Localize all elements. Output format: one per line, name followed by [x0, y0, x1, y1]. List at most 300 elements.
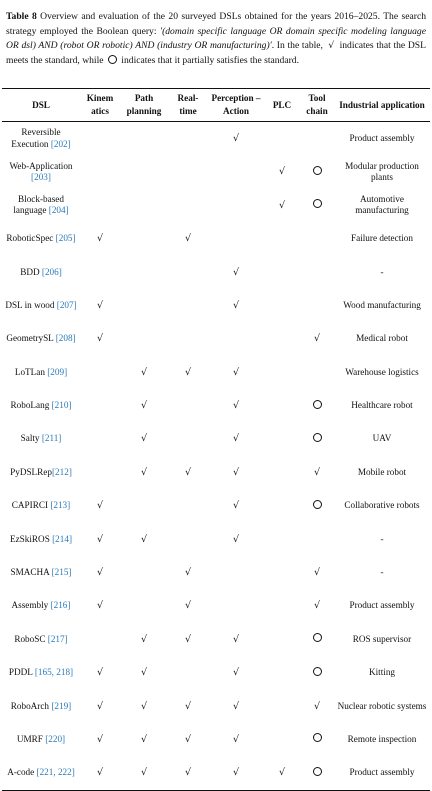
cell-path-planning: [120, 322, 168, 355]
dsl-reference-link[interactable]: [213]: [50, 500, 71, 511]
cell-industrial-application: Failure detection: [351, 233, 413, 244]
circle-icon: [313, 667, 322, 676]
check-icon: √: [232, 132, 240, 144]
check-icon: √: [184, 567, 192, 579]
header-perception-action: Perception –Action: [208, 89, 264, 122]
cell-dsl: [2, 389, 80, 422]
cell-dsl: [2, 723, 80, 756]
cell-industrial-application: ROS supervisor: [352, 633, 412, 644]
dsl-name: Reversible Execution: [11, 127, 61, 149]
cell-kinematics: [80, 489, 120, 522]
check-icon: √: [313, 333, 321, 345]
table-row: [2, 423, 430, 456]
dsl-name: UMRF: [16, 733, 46, 744]
cell-kinematics: [80, 189, 120, 222]
cell-tool-chain: [300, 256, 334, 289]
cell-plc: [264, 256, 300, 289]
cell-tool-chain: [300, 189, 334, 222]
table-row: [2, 389, 430, 422]
dsl-name: Web-Application: [9, 160, 73, 171]
table-row: [2, 623, 430, 656]
header-plc: PLC: [264, 89, 300, 122]
cell-kinematics: [80, 723, 120, 756]
dsl-name: DSL in wood: [5, 299, 57, 310]
table-row: [2, 356, 430, 389]
cell-path-planning: [120, 256, 168, 289]
table-row: [2, 556, 430, 589]
cell-industrial-application: Mobile robot: [357, 466, 407, 477]
cell-real-time: [168, 389, 208, 422]
header-dsl: DSL: [2, 89, 80, 122]
cell-tool-chain: [300, 723, 334, 756]
dsl-reference-link[interactable]: [210]: [51, 400, 72, 411]
dsl-table: [2, 88, 430, 791]
cell-dsl: [2, 256, 80, 289]
cell-perception-action: [208, 523, 264, 556]
cell-tool-chain: [300, 589, 334, 622]
cell-real-time: [168, 556, 208, 589]
check-icon: √: [184, 767, 192, 779]
cell-industrial-application: Modular production plants: [345, 160, 419, 183]
dsl-reference-link[interactable]: [211]: [41, 433, 62, 444]
dsl-name: Assembly: [11, 600, 51, 611]
cell-industrial-application: Wood manufacturing: [343, 299, 421, 310]
check-icon: √: [96, 533, 104, 545]
check-icon: √: [140, 667, 148, 679]
cell-real-time: [168, 423, 208, 456]
cell-path-planning: [120, 189, 168, 222]
cell-industrial-application: Product assembly: [349, 132, 415, 143]
cell-tool-chain: [300, 289, 334, 322]
cell-real-time: [168, 356, 208, 389]
cell-dsl: [2, 589, 80, 622]
table-row: [2, 189, 430, 222]
check-icon: √: [278, 199, 286, 211]
circle-icon: [313, 166, 322, 175]
cell-real-time: [168, 623, 208, 656]
cell-real-time: [168, 456, 208, 489]
cell-industrial-application: Collaborative robots: [344, 500, 420, 511]
check-icon: √: [313, 466, 321, 478]
check-icon: √: [232, 433, 240, 445]
cell-tool-chain: [300, 356, 334, 389]
cell-tool-chain: [300, 456, 334, 489]
cell-path-planning: [120, 656, 168, 689]
check-icon: √: [140, 533, 148, 545]
cell-path-planning: [120, 122, 168, 156]
cell-plc: [264, 523, 300, 556]
cell-perception-action: [208, 289, 264, 322]
cell-real-time: [168, 523, 208, 556]
check-icon: √: [140, 366, 148, 378]
dsl-name: Block-based language: [13, 193, 64, 216]
cell-kinematics: [80, 656, 120, 689]
dsl-reference-link[interactable]: [214]: [52, 533, 73, 544]
check-icon: √: [232, 633, 240, 645]
check-icon: √: [96, 299, 104, 311]
cell-tool-chain: [300, 389, 334, 422]
dsl-reference-link[interactable]: [219]: [51, 700, 72, 711]
cell-tool-chain: [300, 756, 334, 790]
table-row: [2, 489, 430, 522]
dsl-reference-link[interactable]: [221, 222]: [36, 767, 75, 778]
cell-real-time: [168, 489, 208, 522]
cell-plc: [264, 756, 300, 790]
cell-plc: [264, 656, 300, 689]
cell-dsl: [2, 122, 80, 156]
table-row: [2, 756, 430, 790]
cell-perception-action: [208, 356, 264, 389]
cell-dsl: [2, 189, 80, 222]
cell-perception-action: [208, 556, 264, 589]
cell-dsl: [2, 556, 80, 589]
check-icon: √: [184, 633, 192, 645]
cell-perception-action: [208, 756, 264, 790]
table-row: [2, 723, 430, 756]
cell-perception-action: [208, 222, 264, 255]
table-caption: [6, 10, 426, 68]
cell-kinematics: [80, 289, 120, 322]
check-icon: √: [232, 266, 240, 278]
table-row: [2, 589, 430, 622]
header-real-time: Real- time: [168, 89, 208, 122]
cell-perception-action: [208, 155, 264, 188]
cell-industrial-application: Warehouse logistics: [345, 366, 419, 377]
cell-perception-action: [208, 122, 264, 156]
cell-plc: [264, 623, 300, 656]
cell-path-planning: [120, 690, 168, 723]
check-icon: √: [184, 466, 192, 478]
dsl-name: RoboticSpec: [6, 233, 56, 244]
circle-icon: [108, 55, 117, 64]
circle-icon: [313, 199, 322, 208]
cell-perception-action: [208, 489, 264, 522]
caption-text: Overview and evaluation of the 20 surveyed DSLs obtained for the years 2016–2025. The search strategy employed the Boolean query:: [6, 11, 426, 37]
cell-tool-chain: [300, 423, 334, 456]
cell-perception-action: [208, 322, 264, 355]
cell-real-time: [168, 155, 208, 188]
dsl-name: Salty: [20, 433, 42, 444]
check-icon: √: [232, 299, 240, 311]
check-icon: √: [96, 767, 104, 779]
cell-plc: [264, 556, 300, 589]
cell-tool-chain: [300, 122, 334, 156]
cell-kinematics: [80, 556, 120, 589]
dsl-reference-link[interactable]: [204]: [48, 205, 69, 216]
caption-text: . In the table,: [271, 40, 326, 51]
cell-kinematics: [80, 423, 120, 456]
cell-tool-chain: [300, 489, 334, 522]
cell-dsl: [2, 523, 80, 556]
check-icon: √: [184, 700, 192, 712]
cell-path-planning: [120, 556, 168, 589]
header-row: [2, 89, 430, 122]
cell-dsl: [2, 423, 80, 456]
check-icon: √: [278, 166, 286, 178]
cell-industrial-application: -: [380, 533, 384, 544]
dsl-reference-link[interactable]: [209]: [47, 366, 68, 377]
cell-dsl: [2, 623, 80, 656]
cell-plc: [264, 389, 300, 422]
cell-dsl: [2, 356, 80, 389]
cell-plc: [264, 589, 300, 622]
check-icon: √: [96, 233, 104, 245]
cell-real-time: [168, 122, 208, 156]
dsl-name: A-code: [7, 767, 37, 778]
table-row: [2, 523, 430, 556]
cell-tool-chain: [300, 690, 334, 723]
cell-path-planning: [120, 489, 168, 522]
check-icon: √: [232, 466, 240, 478]
cell-dsl: [2, 489, 80, 522]
cell-tool-chain: [300, 222, 334, 255]
cell-industrial-application: UAV: [372, 433, 392, 444]
cell-kinematics: [80, 356, 120, 389]
cell-industrial-application: Automotive manufacturing: [355, 193, 409, 216]
check-icon: √: [232, 767, 240, 779]
check-icon: √: [232, 500, 240, 512]
check-icon: √: [140, 767, 148, 779]
check-icon: √: [184, 600, 192, 612]
circle-icon: [313, 733, 322, 742]
check-icon: √: [313, 600, 321, 612]
dsl-name: RoboLang: [10, 400, 52, 411]
dsl-reference-link[interactable]: [203]: [31, 172, 51, 183]
dsl-reference-link[interactable]: [206]: [41, 266, 62, 277]
cell-dsl: [2, 222, 80, 255]
check-icon: √: [140, 733, 148, 745]
cell-dsl: [2, 289, 80, 322]
cell-path-planning: [120, 589, 168, 622]
cell-plc: [264, 690, 300, 723]
cell-real-time: [168, 289, 208, 322]
cell-path-planning: [120, 389, 168, 422]
cell-perception-action: [208, 656, 264, 689]
table-row: [2, 122, 430, 156]
dsl-reference-link[interactable]: [220]: [45, 733, 66, 744]
dsl-reference-link[interactable]: [212]: [51, 466, 72, 477]
dsl-reference-link[interactable]: [202]: [50, 138, 71, 149]
table-row: [2, 322, 430, 355]
dsl-reference-link[interactable]: [208]: [55, 333, 76, 344]
cell-dsl: [2, 756, 80, 790]
cell-kinematics: [80, 155, 120, 188]
cell-kinematics: [80, 222, 120, 255]
cell-path-planning: [120, 623, 168, 656]
check-icon: √: [96, 567, 104, 579]
table-row: [2, 222, 430, 255]
cell-path-planning: [120, 423, 168, 456]
check-icon: √: [278, 767, 286, 779]
cell-plc: [264, 456, 300, 489]
dsl-reference-link[interactable]: [207]: [56, 299, 77, 310]
cell-plc: [264, 155, 300, 188]
check-icon: √: [140, 466, 148, 478]
circle-icon: [313, 433, 322, 442]
dsl-name: PyDSLRep: [10, 466, 52, 477]
caption-text: indicates that it partially satisfies the standard.: [118, 54, 300, 66]
check-icon: √: [232, 733, 240, 745]
check-icon: √: [96, 700, 104, 712]
check-icon: √: [184, 233, 192, 245]
cell-industrial-application: Remote inspection: [347, 733, 417, 744]
cell-plc: [264, 122, 300, 156]
cell-industrial-application: Product assembly: [349, 600, 415, 611]
dsl-name: BDD: [20, 266, 42, 277]
cell-perception-action: [208, 589, 264, 622]
check-icon: √: [96, 333, 104, 345]
cell-plc: [264, 489, 300, 522]
header-path-planning: Path planning: [120, 89, 168, 122]
cell-dsl: [2, 690, 80, 723]
cell-kinematics: [80, 322, 120, 355]
cell-path-planning: [120, 155, 168, 188]
cell-dsl: [2, 155, 80, 188]
cell-tool-chain: [300, 155, 334, 188]
cell-industrial-application: -: [380, 266, 384, 277]
header-tool-chain: Tool chain: [300, 89, 334, 122]
cell-real-time: [168, 222, 208, 255]
cell-real-time: [168, 723, 208, 756]
cell-kinematics: [80, 589, 120, 622]
cell-dsl: [2, 322, 80, 355]
cell-real-time: [168, 189, 208, 222]
dsl-name: PDDL: [8, 667, 35, 678]
cell-path-planning: [120, 456, 168, 489]
dsl-name: GeometrySL: [6, 333, 56, 344]
cell-perception-action: [208, 423, 264, 456]
cell-kinematics: [80, 389, 120, 422]
cell-perception-action: [208, 456, 264, 489]
cell-perception-action: [208, 623, 264, 656]
table-row: [2, 289, 430, 322]
cell-tool-chain: [300, 322, 334, 355]
dsl-reference-link[interactable]: [216]: [50, 600, 71, 611]
cell-tool-chain: [300, 556, 334, 589]
check-icon: √: [184, 366, 192, 378]
check-icon: √: [232, 366, 240, 378]
check-icon: √: [140, 433, 148, 445]
check-icon: √: [313, 567, 321, 579]
caption-text: indicates that the DSL meets the standard, while: [6, 40, 427, 66]
table-row: [2, 256, 430, 289]
table-row: [2, 456, 430, 489]
cell-plc: [264, 356, 300, 389]
cell-path-planning: [120, 289, 168, 322]
cell-industrial-application: Product assembly: [334, 756, 430, 790]
cell-plc: [264, 322, 300, 355]
search-query: '(domain specific language OR domain specific modeling language OR dsl) AND (robot OR robotic) AND (industry OR manufacturing)': [6, 25, 426, 51]
cell-kinematics: [80, 623, 120, 656]
cell-perception-action: [208, 389, 264, 422]
dsl-name: EzSkiROS: [9, 533, 53, 544]
check-icon: √: [232, 700, 240, 712]
check-icon: √: [96, 667, 104, 679]
cell-perception-action: [208, 690, 264, 723]
cell-kinematics: [80, 256, 120, 289]
cell-plc: [264, 222, 300, 255]
header-kinematics: Kinem atics: [80, 89, 120, 122]
cell-kinematics: [80, 456, 120, 489]
cell-dsl: [2, 656, 80, 689]
dsl-reference-link[interactable]: [217]: [47, 633, 68, 644]
cell-path-planning: [120, 756, 168, 790]
cell-perception-action: [208, 189, 264, 222]
cell-kinematics: [80, 756, 120, 790]
cell-path-planning: [120, 723, 168, 756]
cell-kinematics: [80, 122, 120, 156]
cell-real-time: [168, 756, 208, 790]
check-icon: √: [328, 41, 335, 51]
check-icon: √: [140, 700, 148, 712]
cell-real-time: [168, 256, 208, 289]
cell-real-time: [168, 322, 208, 355]
dsl-reference-link[interactable]: [165, 218]: [34, 667, 74, 678]
cell-kinematics: [80, 690, 120, 723]
cell-real-time: [168, 589, 208, 622]
dsl-reference-link[interactable]: [205]: [55, 233, 76, 244]
dsl-name: LoTLan: [14, 366, 48, 377]
cell-real-time: [168, 690, 208, 723]
circle-icon: [313, 500, 322, 509]
cell-real-time: [168, 656, 208, 689]
cell-plc: [264, 189, 300, 222]
circle-icon: [313, 633, 322, 642]
cell-path-planning: [120, 523, 168, 556]
check-icon: √: [232, 533, 240, 545]
circle-icon: [313, 767, 322, 776]
cell-perception-action: [208, 723, 264, 756]
cell-tool-chain: [300, 523, 334, 556]
cell-industrial-application: Nuclear robotic systems: [337, 700, 427, 711]
circle-icon: [313, 400, 322, 409]
check-icon: √: [140, 633, 148, 645]
dsl-name: RoboSC: [14, 633, 48, 644]
check-icon: √: [96, 600, 104, 612]
cell-industrial-application: Kitting: [368, 667, 396, 678]
cell-kinematics: [80, 523, 120, 556]
check-icon: √: [232, 667, 240, 679]
table-row: [2, 656, 430, 689]
cell-tool-chain: [300, 656, 334, 689]
cell-tool-chain: [300, 623, 334, 656]
dsl-name: RoboArch: [10, 700, 52, 711]
cell-path-planning: [120, 222, 168, 255]
cell-perception-action: [208, 256, 264, 289]
table-row: [2, 155, 430, 188]
check-icon: √: [184, 733, 192, 745]
cell-plc: [264, 723, 300, 756]
header-industrial-application: Industrial application: [334, 89, 430, 122]
cell-path-planning: [120, 356, 168, 389]
dsl-reference-link[interactable]: [215]: [51, 567, 72, 578]
check-icon: √: [313, 700, 321, 712]
table-row: [2, 690, 430, 723]
cell-plc: [264, 289, 300, 322]
cell-industrial-application: Healthcare robot: [351, 400, 413, 411]
check-icon: √: [96, 500, 104, 512]
check-icon: √: [140, 400, 148, 412]
cell-industrial-application: -: [380, 567, 384, 578]
cell-plc: [264, 423, 300, 456]
cell-industrial-application: Medical robot: [356, 333, 408, 344]
check-icon: √: [232, 400, 240, 412]
check-icon: √: [96, 733, 104, 745]
table-label: Table 8: [6, 11, 37, 22]
cell-dsl: [2, 456, 80, 489]
dsl-name: SMACHA: [10, 567, 52, 578]
dsl-name: CAPIRCI: [11, 500, 51, 511]
